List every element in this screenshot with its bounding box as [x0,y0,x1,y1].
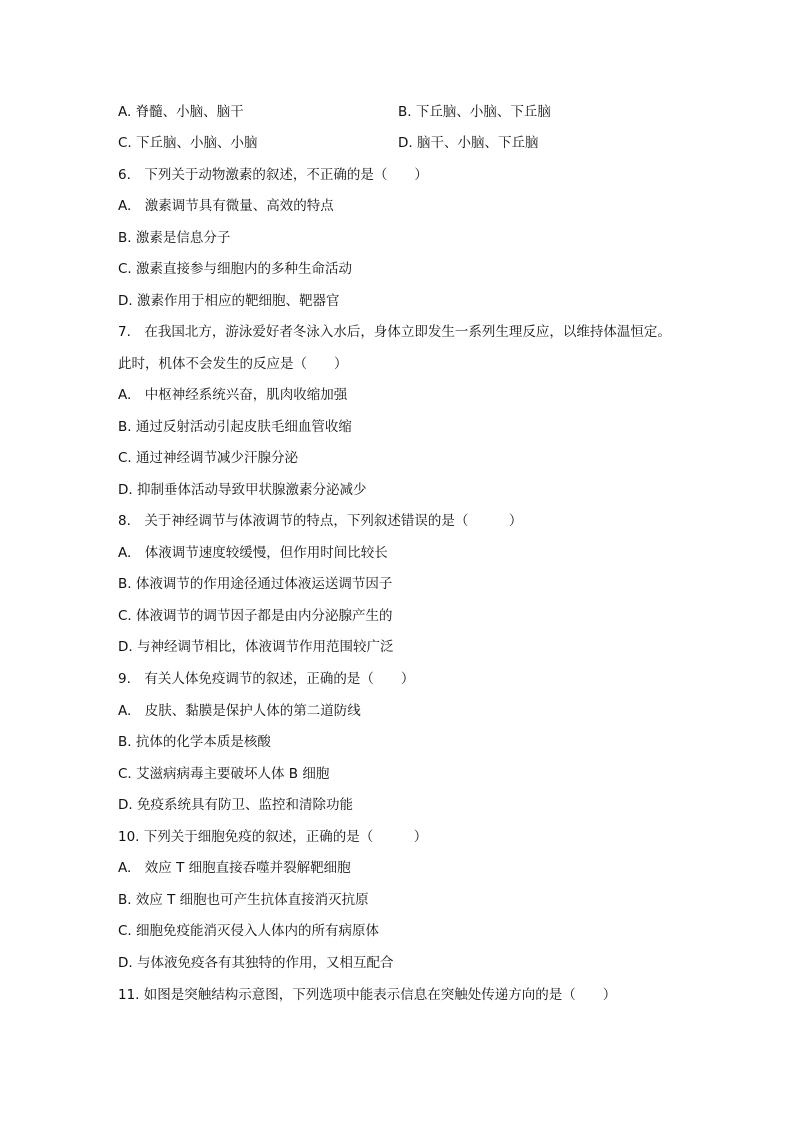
q6-option-c: C. 激素直接参与细胞内的多种生命活动 [118,261,353,277]
q6-option-d: D. 激素作用于相应的靶细胞、靶器官 [118,293,340,309]
q6-option-b: B. 激素是信息分子 [118,230,231,246]
q10-option-d: D. 与体液免疫各有其独特的作用，又相互配合 [118,955,394,971]
q10-option-c: C. 细胞免疫能消灭侵入人体内的所有病原体 [118,923,380,939]
q5-options-row-2 [118,134,678,152]
q10-stem: 10. 下列关于细胞免疫的叙述，正确的是（ ） [118,829,428,845]
q8-stem: 8. 关于神经调节与体液调节的特点，下列叙述错误的是（ ） [118,513,523,529]
q9-stem: 9. 有关人体免疫调节的叙述，正确的是（ ） [118,671,415,687]
q10-option-a: A. 效应 T 细胞直接吞噬并裂解靶细胞 [118,860,351,876]
q5-option-b: B. 下丘脑、小脑、下丘脑 [398,104,551,120]
q11-stem: 11. 如图是突触结构示意图，下列选项中能表示信息在突触处传递方向的是（ ） [118,987,617,1003]
q6-option-a: A. 激素调节具有微量、高效的特点 [118,198,334,214]
q9-option-d: D. 免疫系统具有防卫、监控和清除功能 [118,797,353,813]
q7-option-d: D. 抑制垂体活动导致甲状腺激素分泌减少 [118,482,367,498]
q7-option-b: B. 通过反射活动引起皮肤毛细血管收缩 [118,419,352,435]
q5-option-c: C. 下丘脑、小脑、小脑 [118,135,258,151]
q8-option-c: C. 体液调节的调节因子都是由内分泌腺产生的 [118,608,393,624]
q7-stem: 7. 在我国北方，游泳爱好者冬泳入水后，身体立即发生一系列生理反应，以维持体温恒定。 [118,324,671,340]
q9-option-c: C. 艾滋病病毒主要破坏人体 B 细胞 [118,766,330,782]
q5-options-row-1 [118,103,678,121]
q8-option-b: B. 体液调节的作用途径通过体液运送调节因子 [118,576,393,592]
q6-stem: 6. 下列关于动物激素的叙述，不正确的是（ ） [118,167,428,183]
q9-option-a: A. 皮肤、黏膜是保护人体的第二道防线 [118,703,361,719]
q7-stem-continued: 此时，机体不会发生的反应是（ ） [118,356,348,372]
q8-option-a: A. 体液调节速度较缓慢，但作用时间比较长 [118,545,388,561]
q10-option-b: B. 效应 T 细胞也可产生抗体直接消灭抗原 [118,892,369,908]
q7-option-a: A. 中枢神经系统兴奋，肌肉收缩加强 [118,387,348,403]
q8-option-d: D. 与神经调节相比，体液调节作用范围较广泛 [118,639,394,655]
q5-option-a: A. 脊髓、小脑、脑干 [118,104,244,120]
q5-option-d: D. 脑干、小脑、下丘脑 [398,135,539,151]
q7-option-c: C. 通过神经调节减少汗腺分泌 [118,450,299,466]
q9-option-b: B. 抗体的化学本质是核酸 [118,734,271,750]
